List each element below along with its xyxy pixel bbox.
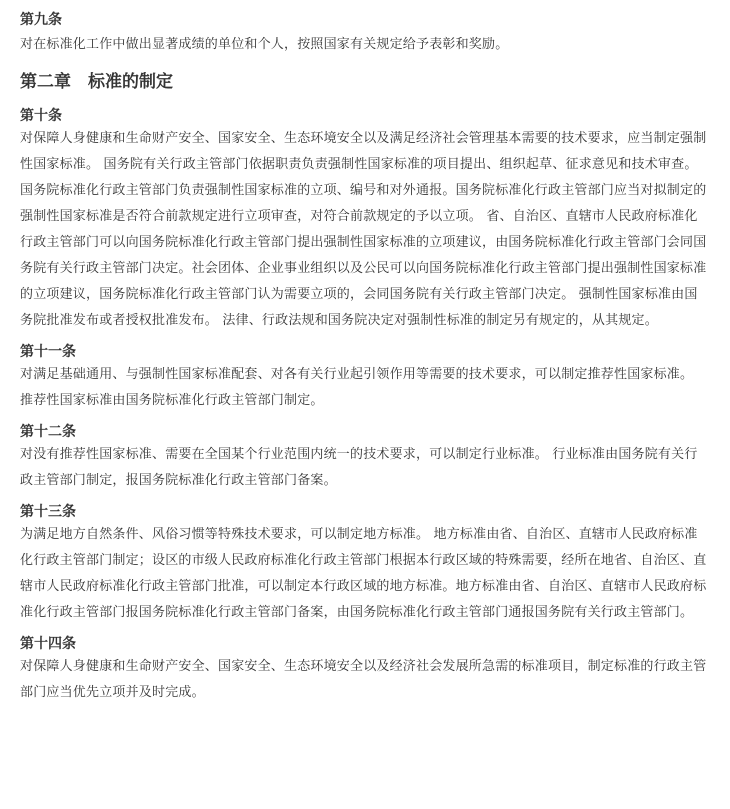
article-9 bbox=[20, 10, 710, 58]
article-14 bbox=[20, 634, 710, 706]
article-title: 第十四条 bbox=[20, 636, 76, 652]
article-body: 对保障人身健康和生命财产安全、国家安全、生态环境安全以及经济社会发展所急需的标准项目，制定标准的行政主管部门应当优先立项并及时完成。 bbox=[20, 659, 707, 700]
article-title: 第十一条 bbox=[20, 344, 76, 360]
article-body: 对在标准化工作中做出显著成绩的单位和个人，按照国家有关规定给予表彰和奖励。 bbox=[20, 37, 509, 52]
chapter-title: 第二章 标准的制定 bbox=[20, 72, 173, 92]
article-13 bbox=[20, 502, 710, 626]
article-title: 第九条 bbox=[20, 12, 62, 28]
article-body: 为满足地方自然条件、风俗习惯等特殊技术要求，可以制定地方标准。 地方标准由省、自治区、直辖市人民政府标准化行政主管部门制定；设区的市级人民政府标准化行政主管部门根据本行政区域的特殊需要，经所在地省、自治区、直辖市人民政府标准化行政主管部门批准，可以制定本行政区域的地方标准。地方标准由省、自治区、直辖市人民政府标准化行政主管部门报国务院标准化行政主管部门备案，由国务院标准化行政主管部门通报国务院有关行政主管部门。 bbox=[20, 527, 707, 620]
article-title: 第十条 bbox=[20, 108, 62, 124]
article-title: 第十二条 bbox=[20, 424, 76, 440]
article-11 bbox=[20, 342, 710, 414]
article-title: 第十三条 bbox=[20, 504, 76, 520]
article-10 bbox=[20, 106, 710, 334]
article-12 bbox=[20, 422, 710, 494]
article-body: 对没有推荐性国家标准、需要在全国某个行业范围内统一的技术要求，可以制定行业标准。 行业标准由国务院有关行政主管部门制定，报国务院标准化行政主管部门备案。 bbox=[20, 447, 698, 488]
article-body: 对满足基础通用、与强制性国家标准配套、对各有关行业起引领作用等需要的技术要求，可以制定推荐性国家标准。 推荐性国家标准由国务院标准化行政主管部门制定。 bbox=[20, 367, 694, 408]
article-body: 对保障人身健康和生命财产安全、国家安全、生态环境安全以及满足经济社会管理基本需要的技术要求，应当制定强制性国家标准。 国务院有关行政主管部门依据职责负责强制性国家标准的项目提出、组织起草、征求意见和技术审查。国务院标准化行政主管部门负责强制性国家标准的立项、编号和对外通报。国务院标准化行政主管部门应当对拟制定的强制性国家标准是否符合前款规定进行立项审查，对符合前款规定的予以立项。 省、自治区、直辖市人民政府标准化行政主管部门可以向国务院标准化行政主管部门提出强制性国家标准的立项建议，由国务院标准化行政主管部门会同国务院有关行政主管部门决定。社会团体、企业事业组织以及公民可以向国务院标准化行政主管部门提出强制性国家标准的立项建议，国务院标准化行政主管部门认为需要立项的，会同国务院有关行政主管部门决定。 强制性国家标准由国务院批准发布或者授权批准发布。 法律、行政法规和国务院决定对强制性标准的制定另有规定的，从其规定。 bbox=[20, 131, 707, 328]
